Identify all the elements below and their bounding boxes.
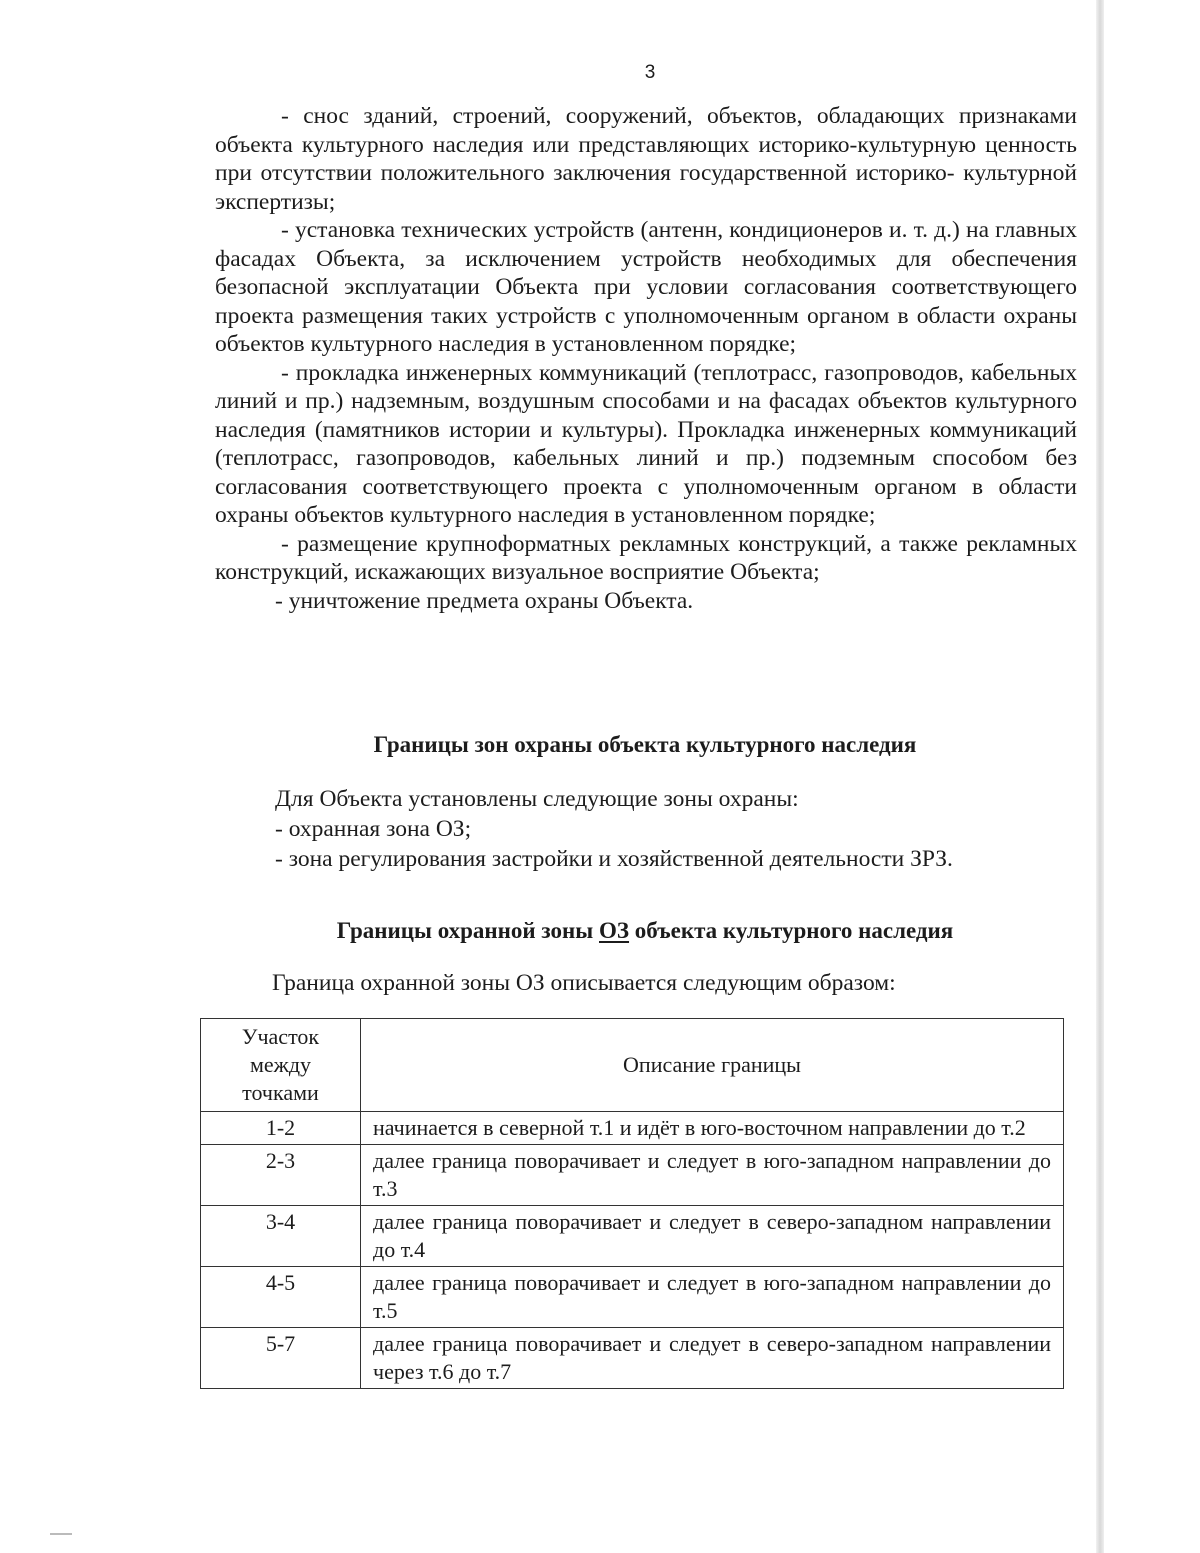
scan-edge-shadow bbox=[1096, 0, 1104, 1553]
zones-list bbox=[275, 784, 1075, 874]
heading-protection-zones: Границы зон охраны объекта культурного наследия bbox=[373, 732, 917, 757]
restriction-item-last: - уничтожение предмета охраны Объекта. bbox=[275, 587, 694, 614]
table-header-row bbox=[201, 1019, 1064, 1112]
restriction-item: - снос зданий, строений, сооружений, объектов, обладающих признаками объекта культурного наследия или представляющих историко-культурную ценность при отсутствии положительного заключения государственной историко- культурной экспертизы; bbox=[215, 103, 1077, 215]
heading-oz-after: объекта культурного наследия bbox=[629, 918, 954, 943]
header-segment-line: Участок bbox=[241, 1024, 320, 1049]
heading-oz-boundary bbox=[150, 918, 1140, 944]
page-number: 3 bbox=[644, 62, 656, 83]
table-row bbox=[201, 1145, 1064, 1206]
segment-cell: 3-4 bbox=[201, 1206, 361, 1267]
segment-cell: 2-3 bbox=[201, 1145, 361, 1206]
restrictions-list bbox=[215, 102, 1077, 615]
table-row bbox=[201, 1328, 1064, 1389]
oz-intro: Граница охранной зоны ОЗ описывается следующим образом: bbox=[272, 970, 896, 996]
description-cell: далее граница поворачивает и следует в северо-западном направлении через т.6 до т.7 bbox=[361, 1328, 1064, 1389]
heading-oz-before: Границы охранной зоны bbox=[336, 918, 599, 943]
restriction-item: - установка технических устройств (антенн, кондиционеров и. т. д.) на главных фасадах Объекта, за исключением устройств необходимых для обеспечения безопасной эксплуатации Объекта при условии согласования соответствующего проекта размещения таких устройств с уполномоченным органом в области охраны объектов культурного наследия в установленном порядке; bbox=[215, 217, 1077, 357]
table-row bbox=[201, 1267, 1064, 1328]
zones-intro: Для Объекта установлены следующие зоны охраны: bbox=[275, 786, 799, 812]
restriction-item: - прокладка инженерных коммуникаций (теплотрасс, газопроводов, кабельных линий и пр.) надземным, воздушным способами и на фасадах объектов культурного наследия (памятников истории и культуры). Прокладка инженерных коммуникаций (теплотрасс, газопроводов, кабельных линий и пр.) подземным способом без согласования соответствующего проекта с уполномоченным органом в области охраны объектов культурного наследия в установленном порядке; bbox=[215, 359, 1077, 528]
scan-mark bbox=[50, 1533, 72, 1535]
description-cell: далее граница поворачивает и следует в северо-западном направлении до т.4 bbox=[361, 1206, 1064, 1267]
table-row bbox=[201, 1206, 1064, 1267]
segment-cell: 1-2 bbox=[201, 1112, 361, 1145]
heading-oz-underlined: ОЗ bbox=[599, 918, 630, 943]
description-cell: начинается в северной т.1 и идёт в юго-восточном направлении до т.2 bbox=[361, 1112, 1064, 1145]
header-segment-line: между bbox=[249, 1052, 312, 1077]
description-cell: далее граница поворачивает и следует в юго-западном направлении до т.3 bbox=[361, 1145, 1064, 1206]
segment-cell: 5-7 bbox=[201, 1328, 361, 1389]
header-segment-line: точками bbox=[242, 1080, 319, 1105]
zone-item: - зона регулирования застройки и хозяйственной деятельности ЗРЗ. bbox=[275, 846, 953, 872]
header-segment bbox=[201, 1019, 361, 1112]
boundary-table bbox=[200, 1018, 1064, 1389]
segment-cell: 4-5 bbox=[201, 1267, 361, 1328]
description-cell: далее граница поворачивает и следует в юго-западном направлении до т.5 bbox=[361, 1267, 1064, 1328]
restriction-item: - размещение крупноформатных рекламных конструкций, а также рекламных конструкций, искажающих визуальное восприятие Объекта; bbox=[215, 530, 1077, 585]
header-description: Описание границы bbox=[361, 1019, 1064, 1112]
table-row bbox=[201, 1112, 1064, 1145]
zone-item: - охранная зона ОЗ; bbox=[275, 816, 472, 842]
